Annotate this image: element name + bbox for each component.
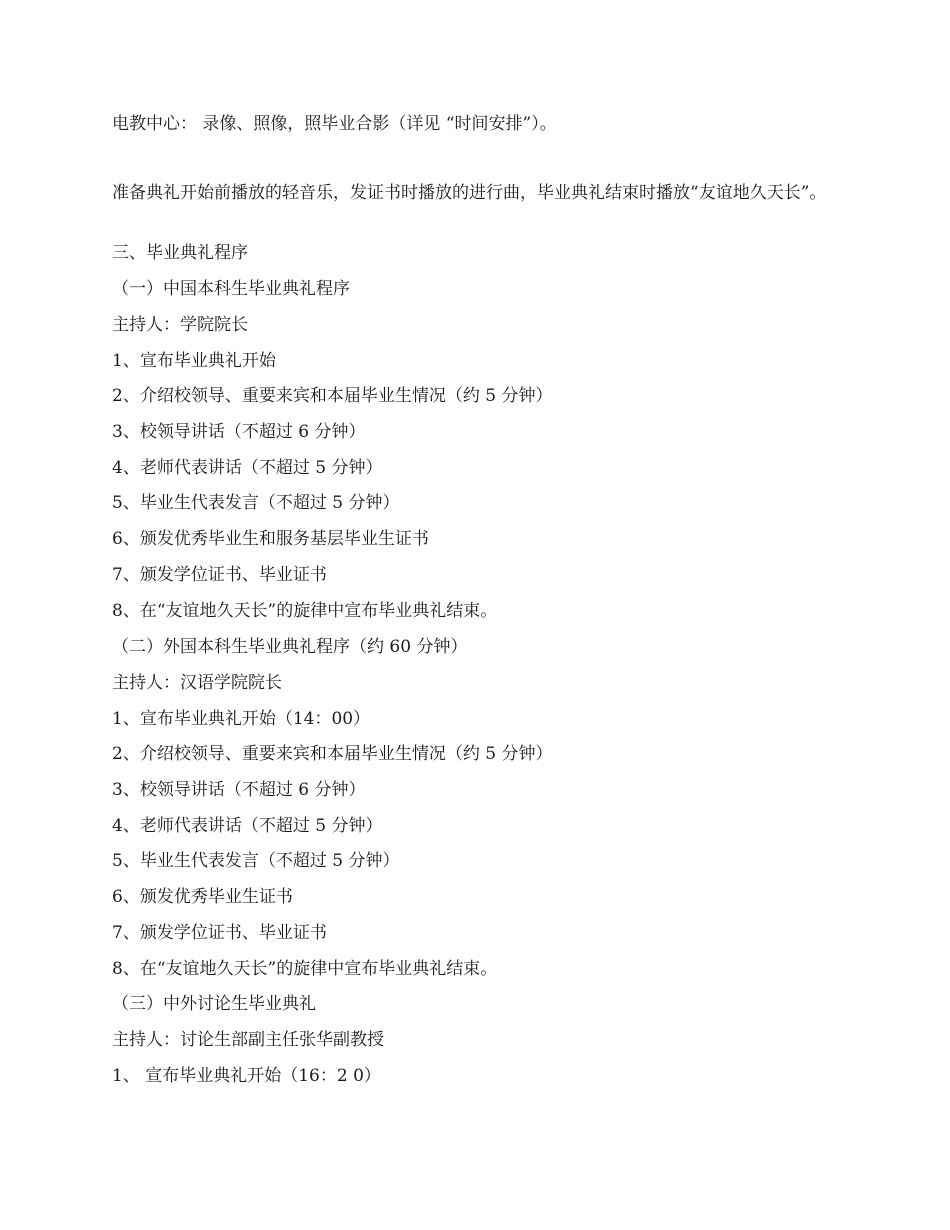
part3-host: 主持人：讨论生部副主任张华副教授 xyxy=(112,1030,384,1050)
part2-heading: （二）外国本科生毕业典礼程序（约 60 分钟） xyxy=(112,637,468,657)
part3-item-1: 1、 宣布毕业典礼开始（16：2 0） xyxy=(112,1066,381,1086)
part2-item-1: 1、宣布毕业典礼开始（14：00） xyxy=(112,709,371,729)
section-title: 三、毕业典礼程序 xyxy=(112,243,248,263)
av-center-paragraph: 电教中心： 录像、照像，照毕业合影（详见 “时间安排”）。 xyxy=(112,114,557,134)
part1-item-7: 7、颁发学位证书、毕业证书 xyxy=(112,565,327,585)
part1-heading: （一）中国本科生毕业典礼程序 xyxy=(112,279,350,299)
part2-item-5: 5、毕业生代表发言（不超过 5 分钟） xyxy=(112,851,400,871)
part3-heading: （三）中外讨论生毕业典礼 xyxy=(112,994,316,1014)
part2-item-7: 7、颁发学位证书、毕业证书 xyxy=(112,923,327,943)
part2-item-6: 6、颁发优秀毕业生证书 xyxy=(112,887,293,907)
part1-item-5: 5、毕业生代表发言（不超过 5 分钟） xyxy=(112,493,400,513)
part2-host: 主持人：汉语学院院长 xyxy=(112,673,282,693)
part1-item-1: 1、宣布毕业典礼开始 xyxy=(112,351,276,371)
part2-item-4: 4、老师代表讲话（不超过 5 分钟） xyxy=(112,816,383,836)
part2-item-2: 2、介绍校领导、重要来宾和本届毕业生情况（约 5 分钟） xyxy=(112,744,553,764)
part1-host: 主持人：学院院长 xyxy=(112,315,248,335)
part1-item-3: 3、校领导讲话（不超过 6 分钟） xyxy=(112,422,366,442)
part1-item-2: 2、介绍校领导、重要来宾和本届毕业生情况（约 5 分钟） xyxy=(112,386,553,406)
part2-item-3: 3、校领导讲话（不超过 6 分钟） xyxy=(112,780,366,800)
part2-item-8: 8、在“友谊地久天长”的旋律中宣布毕业典礼结束。 xyxy=(112,959,498,979)
part1-item-8: 8、在“友谊地久天长”的旋律中宣布毕业典礼结束。 xyxy=(112,601,498,621)
part1-item-4: 4、老师代表讲话（不超过 5 分钟） xyxy=(112,458,383,478)
music-note-paragraph: 准备典礼开始前播放的轻音乐，发证书时播放的进行曲，毕业典礼结束时播放“友谊地久天长”。 xyxy=(112,183,827,203)
part1-item-6: 6、颁发优秀毕业生和服务基层毕业生证书 xyxy=(112,529,429,549)
